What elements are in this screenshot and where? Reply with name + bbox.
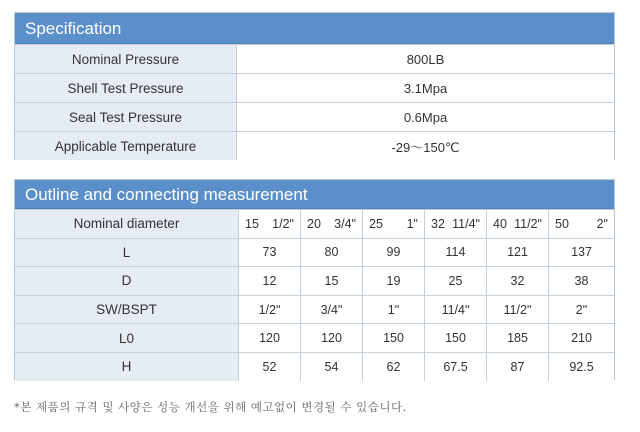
measurement-value: 32 [487,267,549,295]
measurement-value: 137 [549,239,614,267]
measurement-label: H [15,353,239,381]
measurement-row-l0 [15,323,614,352]
nominal-diameter-label: Nominal diameter [15,210,239,238]
spec-value: 800LB [237,45,614,73]
size-mm: 25 [369,216,383,231]
measurement-value: 38 [549,267,614,295]
measurement-value: 87 [487,353,549,381]
measurement-value: 54 [301,353,363,381]
size-cell [239,210,301,238]
measurement-value: 25 [425,267,487,295]
measurement-value: 1ʺ [363,296,425,324]
size-inch: 2ʺ [596,216,608,231]
measurement-value: 1/2ʺ [239,296,301,324]
size-cell [363,210,425,238]
size-inch: 11/4ʺ [452,216,480,231]
spec-value: 0.6Mpa [237,103,614,131]
measurement-value: 62 [363,353,425,381]
size-mm: 50 [555,216,569,231]
size-mm: 40 [493,216,507,231]
measurement-value: 73 [239,239,301,267]
spec-row [15,44,614,73]
measurement-value: 11/4ʺ [425,296,487,324]
measurement-value: 150 [363,324,425,352]
measurement-row-d [15,266,614,295]
spec-row [15,73,614,102]
measurement-row-sw-bspt [15,295,614,324]
spec-value: 3.1Mpa [237,74,614,102]
outline-table [14,179,615,380]
measurement-label: L0 [15,324,239,352]
measurement-value: 121 [487,239,549,267]
size-cell [549,210,614,238]
size-mm: 32 [431,216,445,231]
size-cell [487,210,549,238]
measurement-value: 52 [239,353,301,381]
measurement-label: D [15,267,239,295]
size-cell [301,210,363,238]
measurement-value: 114 [425,239,487,267]
measurement-value: 210 [549,324,614,352]
measurement-value: 67.5 [425,353,487,381]
measurement-value: 2ʺ [549,296,614,324]
measurement-value: 99 [363,239,425,267]
footnote: *본 제품의 규격 및 사양은 성능 개선을 위해 예고없이 변경될 수 있습니다. [14,400,407,414]
spec-label: Shell Test Pressure [15,74,237,102]
spec-value: -29～150℃ [237,132,614,160]
measurement-value: 185 [487,324,549,352]
size-inch: 1/2ʺ [272,216,294,231]
measurement-value: 120 [301,324,363,352]
spec-row [15,102,614,131]
measurement-row-h [15,352,614,381]
size-inch: 11/2ʺ [514,216,542,231]
measurement-value: 3/4ʺ [301,296,363,324]
size-mm: 20 [307,216,321,231]
measurement-value: 11/2ʺ [487,296,549,324]
measurement-value: 12 [239,267,301,295]
specification-table [14,12,615,160]
outline-title: Outline and connecting measurement [15,180,614,209]
measurement-value: 92.5 [549,353,614,381]
measurement-label: L [15,239,239,267]
measurement-value: 19 [363,267,425,295]
spec-row [15,131,614,160]
nominal-diameter-row [15,209,614,238]
spec-label: Seal Test Pressure [15,103,237,131]
measurement-label: SW/BSPT [15,296,239,324]
size-mm: 15 [245,216,259,231]
size-cell [425,210,487,238]
size-inch: 3/4ʺ [334,216,356,231]
measurement-value: 150 [425,324,487,352]
measurement-value: 80 [301,239,363,267]
size-inch: 1ʺ [406,216,418,231]
measurement-value: 15 [301,267,363,295]
measurement-row-l [15,238,614,267]
spec-label: Applicable Temperature [15,132,237,160]
spec-label: Nominal Pressure [15,45,237,73]
measurement-value: 120 [239,324,301,352]
specification-title: Specification [15,13,614,44]
